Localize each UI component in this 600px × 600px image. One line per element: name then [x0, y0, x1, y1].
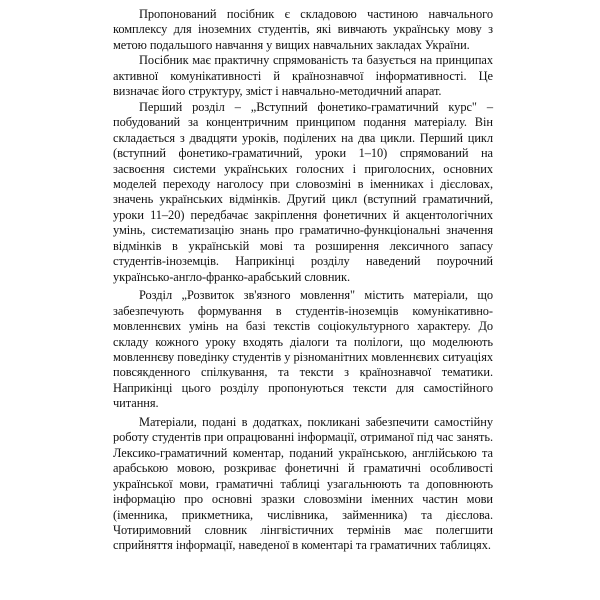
document-page: [113, 7, 493, 554]
paragraph-orientation: Посібник має практичну спрямованість та базується на принципах активної комунікативності й країнознавчої інформативності. Це визначає його структуру, зміст і навчально-методичний апарат.: [113, 53, 493, 99]
paragraph-appendices: Матеріали, подані в додатках, покликані забезпечити самостійну роботу студентів при опрацюванні інформації, отриманої під час занять. Лексико-граматичний коментар, поданий українською, англійською та арабською мовою, розкриває фонетичні й граматичні особливості української мови, граматичні таблиці узагальнюють та доповнюють інформацію про основні зразки словозміни іменних частин мови (іменника, прикметника, числівника, займенника) та дієслова. Чотиримовний словник лінгвістичних термінів має полегшити сприйняття інформації, наведеної в коментарі та граматичних таблицях.: [113, 414, 493, 553]
paragraph-speech-section: Розділ „Розвиток зв'язного мовлення" містить матеріали, що забезпечують формування в студентів-іноземців комунікативно-мовленнєвих умінь на базі текстів соціокультурного характеру. До складу кожного уроку входять діалоги та полілоги, що моделюють мовленнєву поведінку студентів у різноманітних мовленнєвих ситуаціях повсякденного спілкування, та тексти з країнознавчої тематики. Наприкінці цього розділу пропонуються тексти для самостійного читання.: [113, 288, 493, 411]
paragraph-intro: Пропонований посібник є складовою частиною навчального комплексу для іноземних студентів, які вивчають українську мову з метою подальшого навчання у вищих навчальних закладах України.: [113, 7, 493, 52]
paragraph-first-section: Перший розділ – „Вступний фонетико-граматичний курс" – побудований за концентричним принципом подання матеріалу. Він складається з двадцяти уроків, поділених на два цикли. Перший цикл (вступний фонетико-граматичний, уроки 1–10) спрямований на засвоєння системи українських голосних і приголосних, основних моделей переходу наголосу при словозміні в іменниках і дієсловах, значень українських відмінків. Другий цикл (вступний граматичний, уроки 11–20) передбачає закріплення фонетичних й акцентологічних умінь, систематизацію знань про граматично-функціональні значення відмінків в українській мові та розширення лексичного запасу студентів-іноземців. Наприкінці розділу наведений поурочний українсько-англо-франко-арабський словник.: [113, 99, 493, 284]
